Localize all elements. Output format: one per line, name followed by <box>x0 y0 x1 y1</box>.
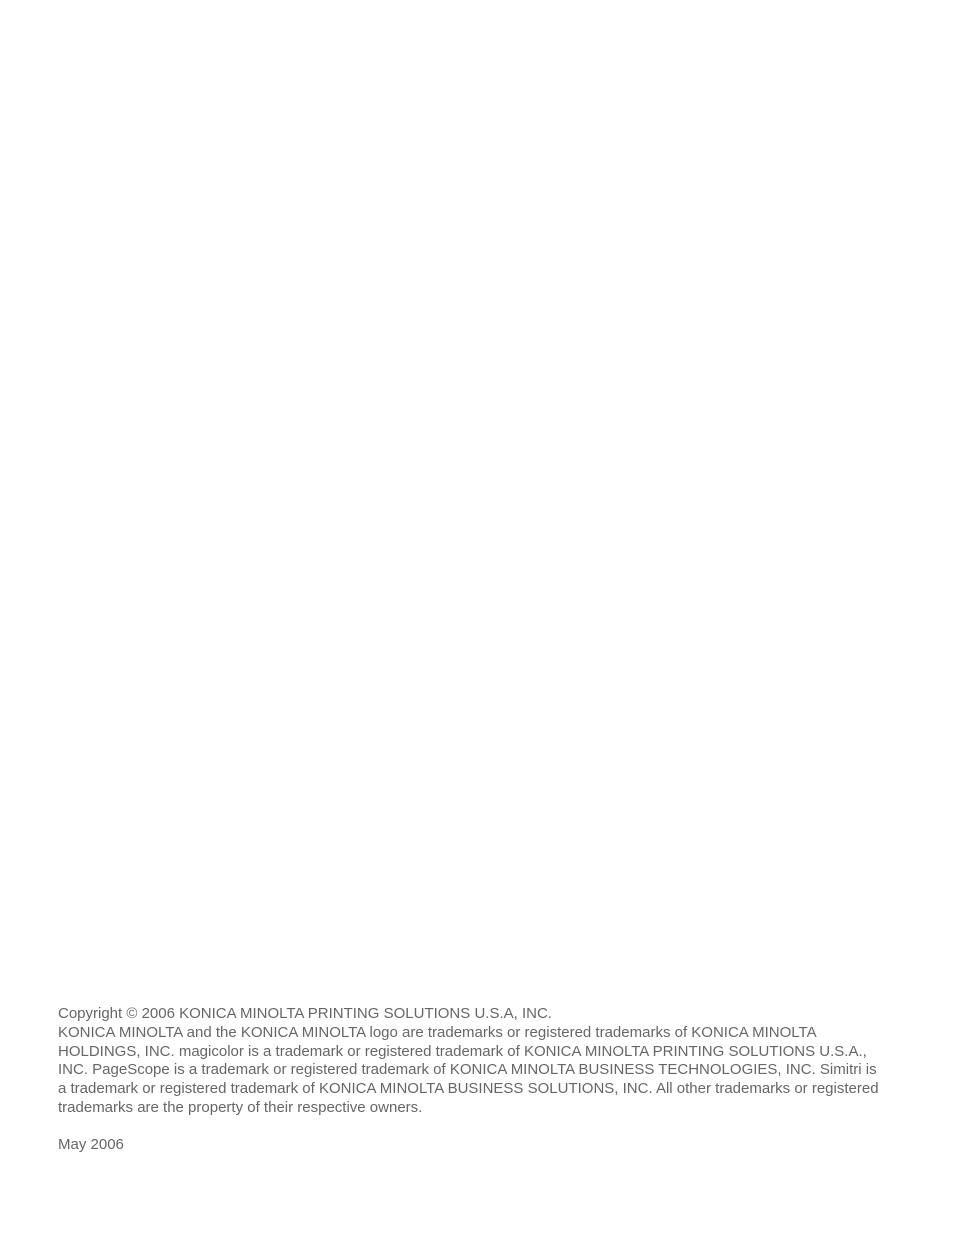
trademark-notice: KONICA MINOLTA and the KONICA MINOLTA logo are trademarks or registered trademarks of KONICA MINOLTA HOLDINGS, INC. magicolor is a trademark or registered trademark of KONICA MINOLTA PRINTING SOLUTIONS U.S.A., INC. PageScope is a trademark or registered trademark of KONICA MINOLTA BUSINESS TECHNOLOGIES, INC. Simitri is a trademark or registered trademark of KONICA MINOLTA BUSINESS SOLUTIONS, INC. All other trademarks or registered trademarks are the property of their respective owners. <box>58 1023 879 1116</box>
legal-notice-block <box>58 1005 888 1155</box>
copyright-line: Copyright © 2006 KONICA MINOLTA PRINTING SOLUTIONS U.S.A, INC. <box>58 1005 552 1022</box>
publication-date: May 2006 <box>58 1136 124 1154</box>
